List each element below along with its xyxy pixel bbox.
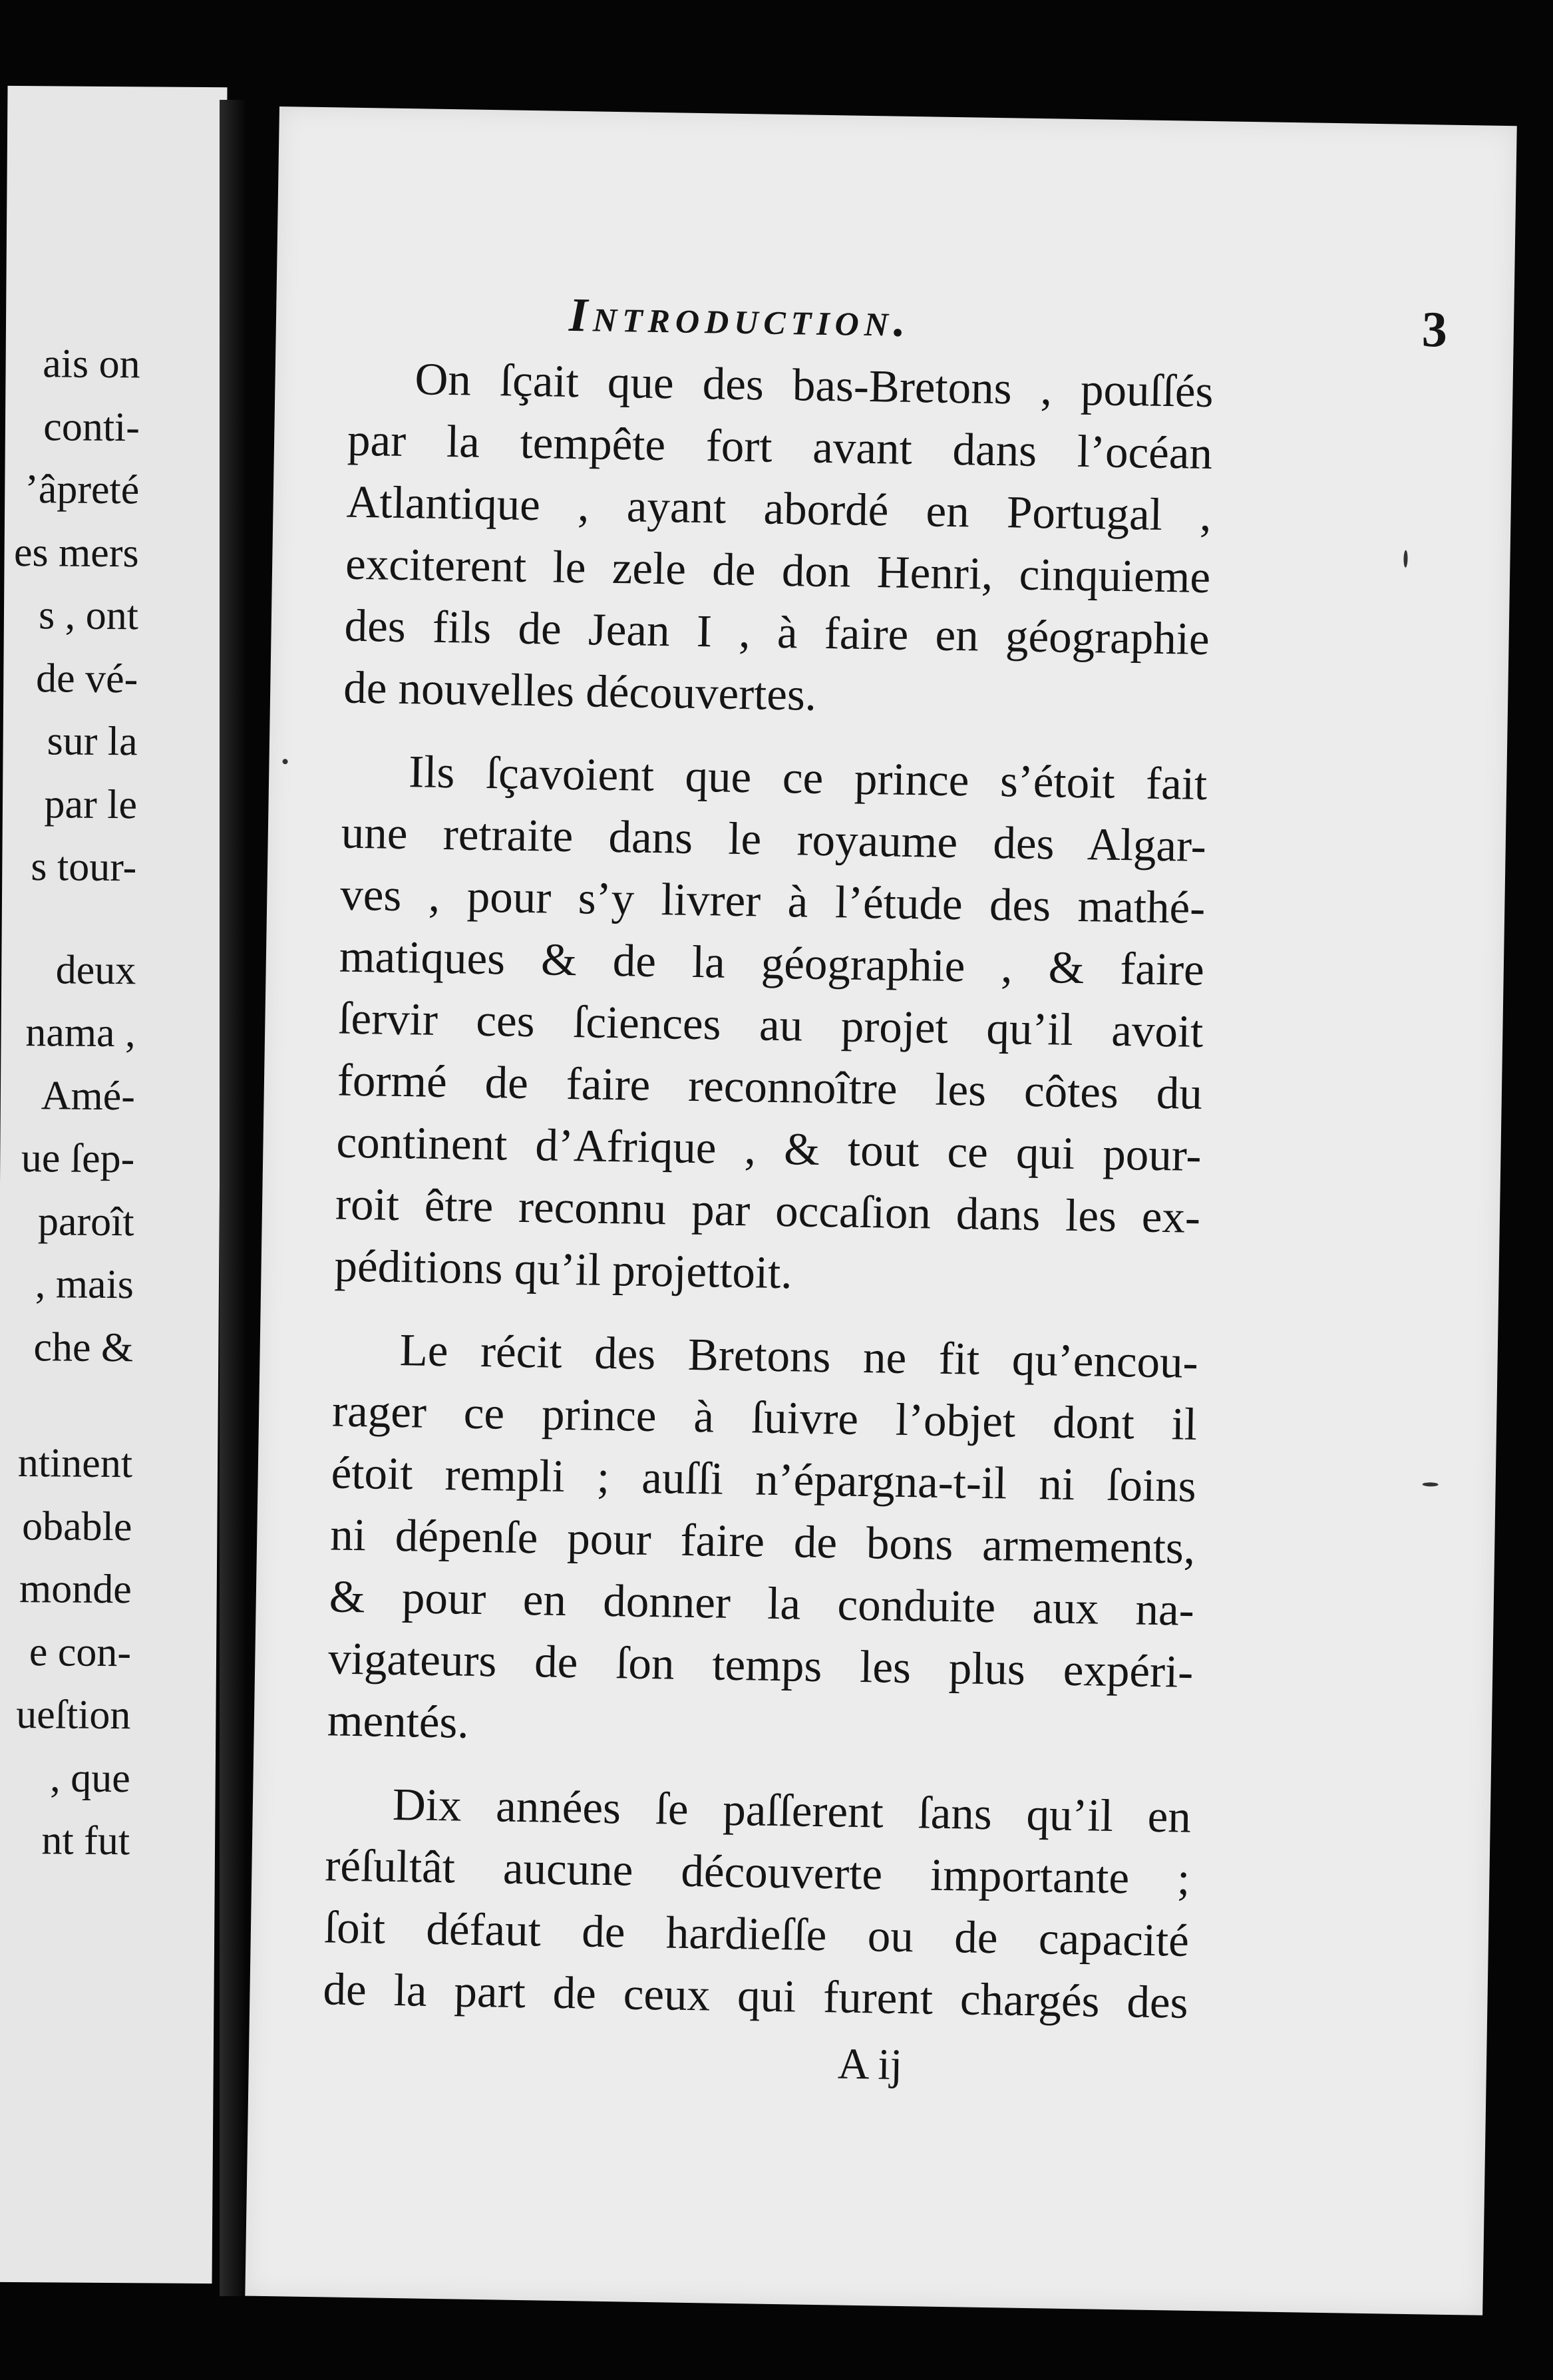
text-line: de la part de ceux qui furent chargés des	[322, 1963, 1189, 2028]
text-line: étoit rempli ; auſſi n’épargna-t-il ni ſoins	[331, 1447, 1197, 1511]
left-line: ais on	[42, 341, 140, 387]
left-line: ’âpreté	[24, 467, 140, 513]
text-line: Ils ſçavoient que ce prince s’étoit fait	[408, 746, 1208, 810]
text-line: mentés.	[327, 1694, 470, 1748]
left-line: , que	[50, 1754, 131, 1801]
text-line: péditions qu’il projettoit.	[334, 1240, 793, 1298]
page-number: 3	[1421, 301, 1448, 358]
text-line: continent d’Afrique , & tout ce qui pour-	[335, 1116, 1202, 1181]
running-title: Introduction.	[568, 288, 912, 347]
body-text	[323, 347, 1214, 2034]
text-line: ſervir ces ſciences au projet qu’il avoit	[337, 992, 1204, 1057]
left-line: es mers	[13, 529, 139, 576]
left-line: monde	[19, 1566, 132, 1613]
left-facing-page	[0, 86, 228, 2283]
text-line: ſoit défaut de hardieſſe ou de capacité	[323, 1901, 1190, 1966]
text-line: formé de faire reconnoître les côtes du	[337, 1054, 1203, 1119]
text-line: roit être reconnu par occaſion dans les ex-	[335, 1178, 1201, 1243]
text-line: par la tempête fort avant dans l’océan	[347, 414, 1213, 479]
text-line: matiques & de la géographie , & faire	[339, 930, 1205, 995]
text-line: une retraite dans le royaume des Algar-	[341, 807, 1207, 872]
left-line: , mais	[35, 1261, 134, 1308]
left-line: deux	[55, 946, 136, 993]
text-line: On ſçait que des bas-Bretons , pouſſés	[415, 353, 1214, 417]
left-line: Amé-	[41, 1072, 136, 1119]
text-line: rager ce prince à ſuivre l’objet dont il	[331, 1385, 1198, 1450]
text-line: Dix années ſe paſſerent ſans qu’il en	[392, 1778, 1192, 1842]
left-line: par le	[44, 781, 138, 827]
text-line: vigateurs de ſon temps les plus expéri-	[327, 1633, 1194, 1697]
paragraph	[323, 1772, 1192, 2033]
left-line: paroît	[37, 1198, 134, 1245]
text-line: Atlantique , ayant abordé en Portugal ,	[346, 476, 1212, 541]
left-line: de vé-	[35, 655, 138, 701]
text-line: Le récit des Bretons ne fit qu’encou-	[399, 1324, 1199, 1388]
left-line: ue ſep-	[21, 1135, 135, 1182]
paragraph	[334, 740, 1208, 1310]
left-line: s tour-	[31, 844, 137, 891]
left-line: e con-	[29, 1629, 132, 1675]
paragraph	[343, 347, 1214, 732]
left-page-text	[5, 332, 140, 1873]
left-line: s , ont	[38, 592, 139, 639]
signature-mark: A ij	[837, 2039, 903, 2090]
text-line: exciterent le zele de don Henri, cinquieme	[345, 538, 1211, 603]
paper-fleck	[1423, 1482, 1439, 1486]
left-line: ueſtion	[15, 1692, 131, 1738]
book-gutter	[220, 100, 246, 2296]
paragraph	[327, 1318, 1198, 1765]
left-line: obable	[21, 1503, 132, 1549]
text-line: ni dépenſe pour faire de bons armements,	[329, 1509, 1196, 1573]
paper-fleck	[1403, 550, 1407, 568]
text-line: réſultât aucune découverte importante ;	[324, 1840, 1190, 1904]
paper-fleck	[282, 759, 287, 764]
text-line: des fils de Jean I , à faire en géographie	[344, 600, 1210, 665]
left-line: conti-	[43, 403, 140, 450]
text-line: & pour en donner la conduite aux na-	[329, 1571, 1195, 1635]
left-line: sur la	[47, 718, 138, 765]
text-line: ves , pour s’y livrer à l’étude des mathé-	[339, 869, 1206, 933]
left-line: che &	[33, 1324, 134, 1370]
left-line: ntinent	[17, 1440, 133, 1487]
book-page	[245, 106, 1516, 2315]
left-line: nama ,	[25, 1010, 136, 1056]
left-line: nt fut	[41, 1818, 130, 1864]
text-line: de nouvelles découvertes.	[343, 662, 817, 720]
